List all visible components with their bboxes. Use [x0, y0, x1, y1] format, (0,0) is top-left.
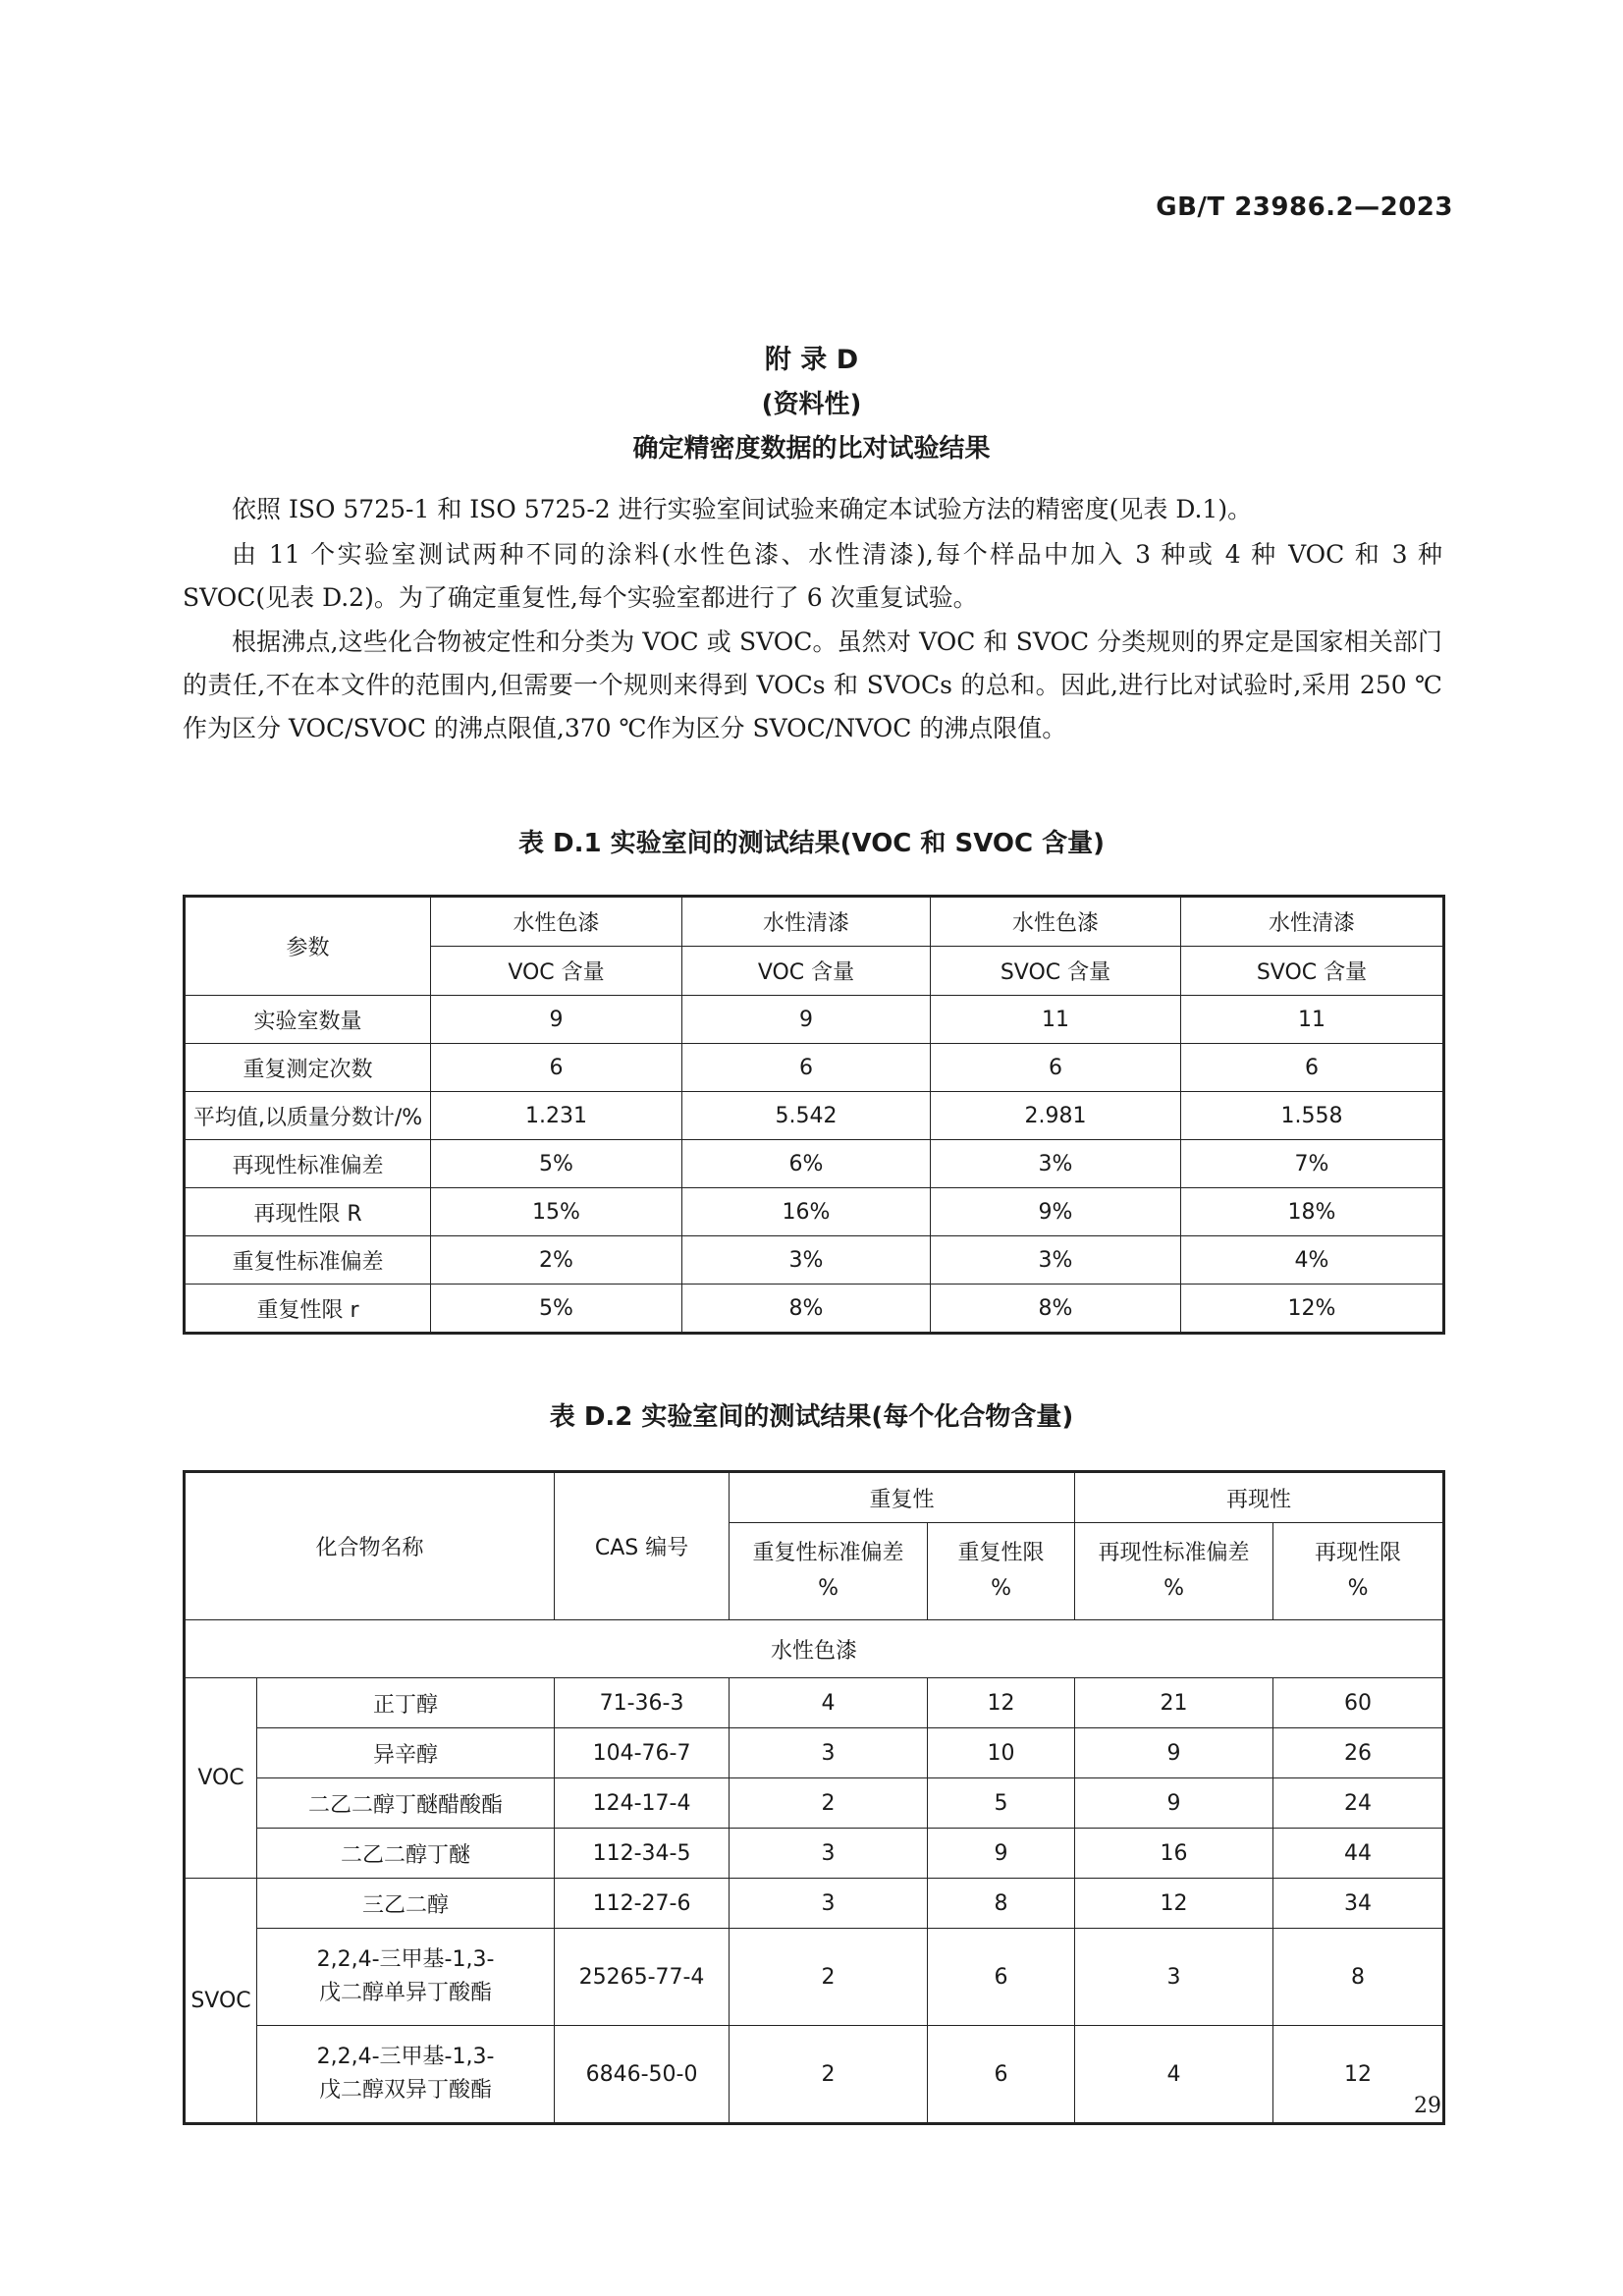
table-row [185, 1728, 1444, 1778]
table-row [185, 1044, 1444, 1092]
compound-name: 二乙二醇丁醚 [257, 1829, 555, 1879]
cell: 3 [730, 1728, 928, 1778]
appendix-title: 附 录 D [764, 345, 859, 375]
row-label: 再现性限 R [185, 1188, 431, 1236]
table-row [185, 2026, 1444, 2124]
table2-section-label: 水性色漆 [185, 1620, 1444, 1678]
cell: 44 [1273, 1829, 1444, 1879]
cell: 26 [1273, 1728, 1444, 1778]
table1-col-paint: 水性色漆 [431, 897, 682, 947]
cell: 3 [730, 1879, 928, 1929]
table-row [185, 1092, 1444, 1140]
cell: 12 [928, 1678, 1075, 1728]
table1-caption: 表 D.1 实验室间的测试结果(VOC 和 SVOC 含量) [518, 829, 1105, 858]
cell: 6 [931, 1044, 1181, 1092]
page-number: 29 [1414, 2094, 1441, 2118]
table1-col-paint: 水性清漆 [1181, 897, 1444, 947]
appendix-nature: (资料性) [761, 390, 862, 419]
cell: 4% [1181, 1236, 1444, 1285]
cell: 2 [730, 1929, 928, 2026]
row-label: 再现性标准偏差 [185, 1140, 431, 1188]
cell: 9 [928, 1829, 1075, 1879]
cell: 4 [1075, 2026, 1273, 2124]
cell: 18% [1181, 1188, 1444, 1236]
cas-number: 112-27-6 [555, 1879, 730, 1929]
cell: 3% [931, 1236, 1181, 1285]
table-row [185, 1188, 1444, 1236]
table-row [185, 996, 1444, 1044]
cell: 3% [682, 1236, 931, 1285]
table1-col-paint: 水性色漆 [931, 897, 1181, 947]
row-label: 重复性限 r [185, 1285, 431, 1334]
compound-name: 二乙二醇丁醚醋酸酯 [257, 1778, 555, 1829]
compound-name: 异辛醇 [257, 1728, 555, 1778]
cell: 5% [431, 1140, 682, 1188]
cas-number: 25265-77-4 [555, 1929, 730, 2026]
cell: 6 [682, 1044, 931, 1092]
table1-voc-svoc-results [183, 895, 1445, 1335]
cas-number: 6846-50-0 [555, 2026, 730, 2124]
compound-name: 正丁醇 [257, 1678, 555, 1728]
cell: 5.542 [682, 1092, 931, 1140]
cell: 9 [431, 996, 682, 1044]
table1-col-content: VOC 含量 [431, 947, 682, 996]
cell: 2.981 [931, 1092, 1181, 1140]
cas-number: 112-34-5 [555, 1829, 730, 1879]
cell: 11 [1181, 996, 1444, 1044]
table2-rep-limit-header: 重复性限 % [928, 1523, 1075, 1620]
row-label: 实验室数量 [185, 996, 431, 1044]
document-number: GB/T 23986.2—2023 [1156, 192, 1453, 222]
cell: 60 [1273, 1678, 1444, 1728]
table-row [185, 1285, 1444, 1334]
compound-name: 三乙二醇 [257, 1879, 555, 1929]
table2-cas-header: CAS 编号 [555, 1472, 730, 1620]
table2-caption: 表 D.2 实验室间的测试结果(每个化合物含量) [549, 1402, 1074, 1432]
cell: 8% [682, 1285, 931, 1334]
cell: 1.231 [431, 1092, 682, 1140]
table1-col-content: VOC 含量 [682, 947, 931, 996]
paragraph-test-setup: 由 11 个实验室测试两种不同的涂料(水性色漆、水性清漆),每个样品中加入 3 种或 4 种 VOC 和 3 种 SVOC(见表 D.2)。为了确定重复性,每个实验室都进行了 6 次重复试验。 [183, 540, 1442, 612]
cas-number: 71-36-3 [555, 1678, 730, 1728]
cas-number: 104-76-7 [555, 1728, 730, 1778]
group-label-voc: VOC [185, 1678, 257, 1879]
cell: 2 [730, 2026, 928, 2124]
table-row [185, 1879, 1444, 1929]
table1-param-header: 参数 [185, 897, 431, 996]
table2-repro-limit-header: 再现性限 % [1273, 1523, 1444, 1620]
cell: 6 [928, 2026, 1075, 2124]
paragraph-precision-basis: 依照 ISO 5725-1 和 ISO 5725-2 进行实验室间试验来确定本试验方法的精密度(见表 D.1)。 [232, 495, 1253, 523]
cell: 12 [1273, 2026, 1444, 2124]
cell: 7% [1181, 1140, 1444, 1188]
cell: 6 [928, 1929, 1075, 2026]
cell: 12% [1181, 1285, 1444, 1334]
cell: 3 [1075, 1929, 1273, 2026]
compound-name: 2,2,4-三甲基-1,3- 戊二醇单异丁酸酯 [257, 1929, 555, 2026]
paragraph-classification: 根据沸点,这些化合物被定性和分类为 VOC 或 SVOC。虽然对 VOC 和 SVOC 分类规则的界定是国家相关部门的责任,不在本文件的范围内,但需要一个规则来得到 VOCs 和 SVOCs 的总和。因此,进行比对试验时,采用 250 ℃作为区分 VOC/SVOC 的沸点限值,370 ℃作为区分 SVOC/NVOC 的沸点限值。 [183, 628, 1442, 742]
table-row [185, 1140, 1444, 1188]
table2-repeatability-header: 重复性 [730, 1472, 1075, 1523]
table-row [185, 1236, 1444, 1285]
cell: 2 [730, 1778, 928, 1829]
appendix-subject: 确定精密度数据的比对试验结果 [632, 434, 991, 464]
cell: 2% [431, 1236, 682, 1285]
cell: 16% [682, 1188, 931, 1236]
table2-compound-header: 化合物名称 [185, 1472, 555, 1620]
row-label: 重复测定次数 [185, 1044, 431, 1092]
table-row [185, 1778, 1444, 1829]
cell: 9 [682, 996, 931, 1044]
table2-compound-results [183, 1470, 1445, 2125]
row-label: 平均值,以质量分数计/% [185, 1092, 431, 1140]
cas-number: 124-17-4 [555, 1778, 730, 1829]
cell: 1.558 [1181, 1092, 1444, 1140]
cell: 9% [931, 1188, 1181, 1236]
cell: 6 [431, 1044, 682, 1092]
compound-name: 2,2,4-三甲基-1,3- 戊二醇双异丁酸酯 [257, 2026, 555, 2124]
group-label-svoc: SVOC [185, 1879, 257, 2124]
table-row [185, 1678, 1444, 1728]
row-label: 重复性标准偏差 [185, 1236, 431, 1285]
cell: 34 [1273, 1879, 1444, 1929]
cell: 21 [1075, 1678, 1273, 1728]
table1-col-content: SVOC 含量 [1181, 947, 1444, 996]
cell: 4 [730, 1678, 928, 1728]
cell: 8 [1273, 1929, 1444, 2026]
table1-col-paint: 水性清漆 [682, 897, 931, 947]
cell: 16 [1075, 1829, 1273, 1879]
table1-col-content: SVOC 含量 [931, 947, 1181, 996]
cell: 6% [682, 1140, 931, 1188]
cell: 10 [928, 1728, 1075, 1778]
cell: 5 [928, 1778, 1075, 1829]
cell: 5% [431, 1285, 682, 1334]
cell: 9 [1075, 1728, 1273, 1778]
cell: 3 [730, 1829, 928, 1879]
cell: 9 [1075, 1778, 1273, 1829]
cell: 11 [931, 996, 1181, 1044]
table-row [185, 1829, 1444, 1879]
cell: 24 [1273, 1778, 1444, 1829]
cell: 6 [1181, 1044, 1444, 1092]
table2-reproducibility-header: 再现性 [1075, 1472, 1444, 1523]
cell: 12 [1075, 1879, 1273, 1929]
table2-rep-sd-header: 重复性标准偏差 % [730, 1523, 928, 1620]
cell: 8% [931, 1285, 1181, 1334]
table-row [185, 1929, 1444, 2026]
table2-repro-sd-header: 再现性标准偏差 % [1075, 1523, 1273, 1620]
cell: 15% [431, 1188, 682, 1236]
cell: 3% [931, 1140, 1181, 1188]
cell: 8 [928, 1879, 1075, 1929]
